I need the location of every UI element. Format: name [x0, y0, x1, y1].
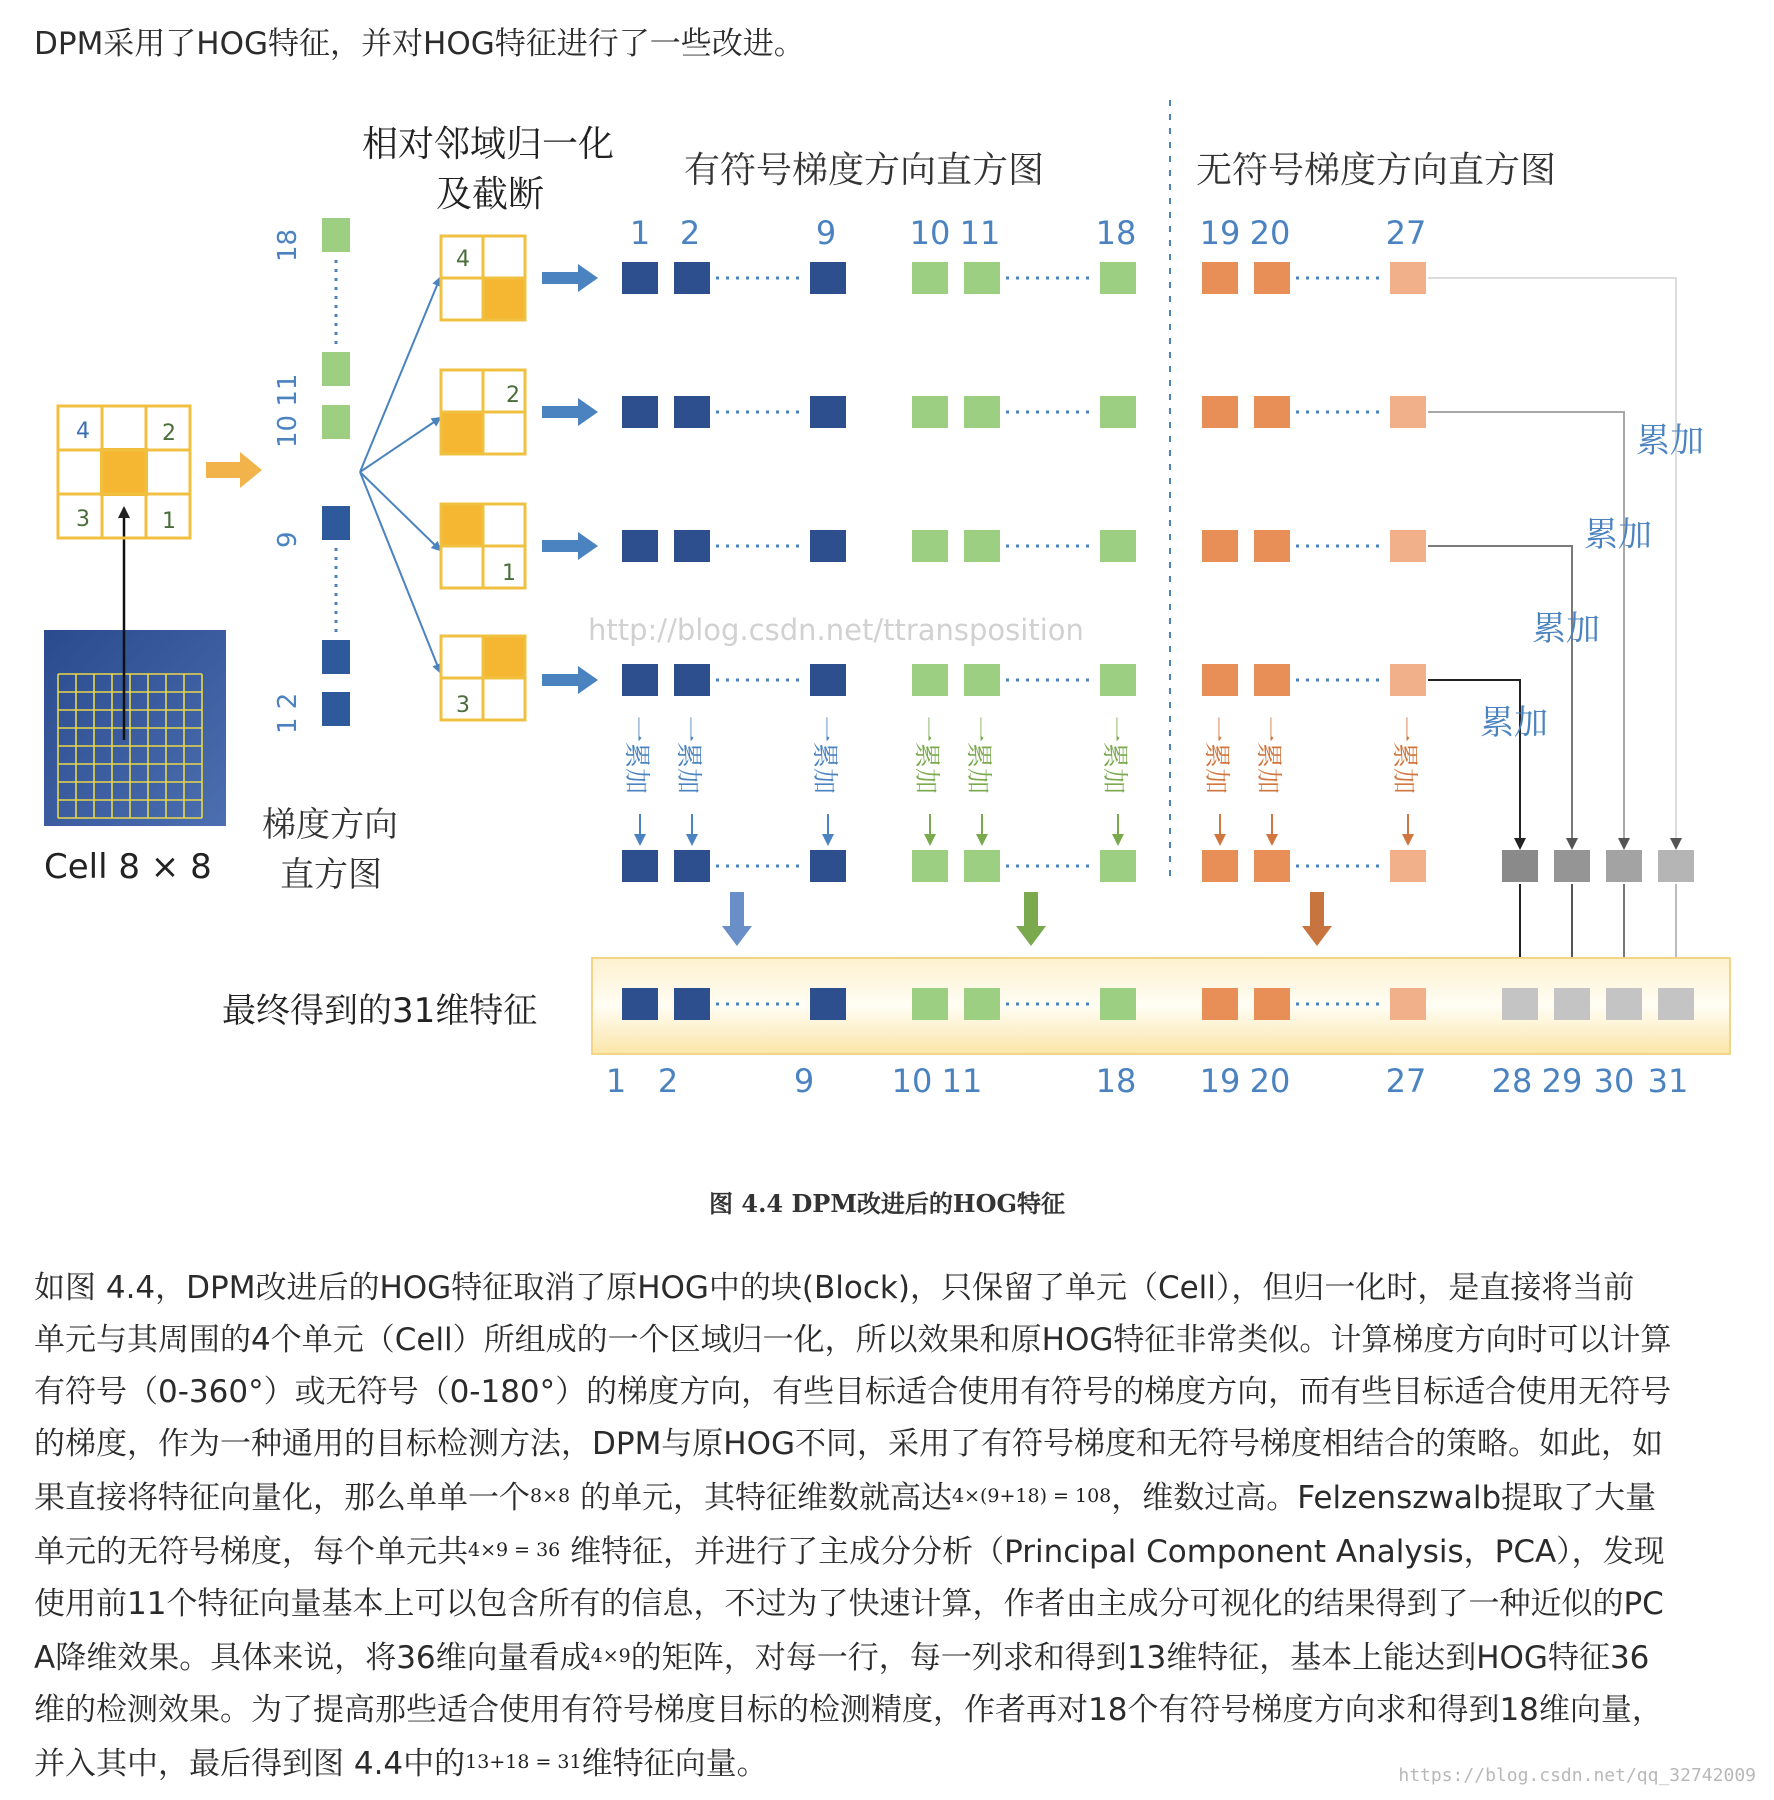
top-index: 2 [679, 214, 701, 252]
top-index: 18 [1095, 214, 1137, 252]
feature-square [1254, 262, 1290, 294]
vertical-accumulate-label: 一累加 [911, 716, 941, 795]
hist-axis-label-9: 9 [273, 531, 303, 548]
accumulated-square [622, 850, 658, 882]
final-square [1390, 988, 1426, 1020]
hist-axis-label-18: 18 [273, 228, 303, 262]
feature-square [810, 530, 846, 562]
feature-row [622, 396, 1426, 428]
final-square [1100, 988, 1136, 1020]
feature-square [674, 396, 710, 428]
accumulated-square [674, 850, 710, 882]
cell-corner-label-4: 4 [76, 419, 90, 444]
intro-text: DPM采用了HOG特征，并对HOG特征进行了一些改进。 [34, 26, 805, 62]
title-normalization-line2: 及截断 [436, 174, 545, 215]
accumulate-label-2: 累加 [1584, 515, 1652, 555]
top-index: 10 [909, 214, 951, 252]
paragraph-line [34, 1366, 1740, 1418]
top-index: 11 [959, 214, 1001, 252]
feature-row [622, 530, 1426, 562]
final-feature-label: 最终得到的31维特征 [222, 991, 538, 1031]
text-run: 有符号（0-360°）或无符号（0-180°）的梯度方向，有些目标适合使用有符号的梯度方向，而有些目标适合使用无符号 [34, 1374, 1672, 1410]
accumulate-labels [1480, 421, 1704, 743]
block-label-3: 3 [456, 693, 470, 718]
feature-square [1390, 664, 1426, 696]
cell-corner-label-3: 3 [76, 507, 90, 532]
bottom-index: 30 [1593, 1062, 1635, 1100]
paragraph-line [34, 1314, 1740, 1366]
block-label-4: 4 [456, 247, 470, 272]
inline-math: 13+18 = 31 [465, 1751, 582, 1773]
top-index: 27 [1385, 214, 1427, 252]
feature-square [810, 664, 846, 696]
row-arrow [542, 398, 598, 426]
accumulated-square [1202, 850, 1238, 882]
row-arrow [542, 666, 598, 694]
block-label-1: 1 [502, 561, 516, 586]
bottom-index: 31 [1647, 1062, 1689, 1100]
vertical-accumulate-label: 一累加 [621, 716, 651, 795]
bottom-index: 19 [1199, 1062, 1241, 1100]
final-square [1202, 988, 1238, 1020]
hist-label-line1: 梯度方向 [262, 805, 398, 845]
cell-corner-label-2: 2 [162, 421, 176, 446]
feature-square [622, 530, 658, 562]
bottom-index: 1 [605, 1062, 627, 1100]
feature-row [622, 262, 1426, 294]
bottom-index: 2 [657, 1062, 679, 1100]
gray-square [1554, 850, 1590, 882]
hist-label-line2: 直方图 [280, 855, 382, 895]
feature-square [1254, 396, 1290, 428]
inline-math: 4×(9+18) = 108 [951, 1485, 1112, 1507]
text-run: 单元与其周围的4个单元（Cell）所组成的一个区域归一化，所以效果和原HOG特征非常类似。计算梯度方向时可以计算 [34, 1322, 1672, 1358]
row-arrow [542, 532, 598, 560]
text-run: 维特征，并进行了主成分分析（Principal Component Analysis，PCA），发现 [560, 1534, 1665, 1570]
feature-square [964, 664, 1000, 696]
paragraph-line [34, 1418, 1740, 1470]
accumulated-row [622, 850, 1694, 882]
bottom-index: 20 [1249, 1062, 1291, 1100]
text-run: 并入其中，最后得到图 4.4中的 [34, 1746, 466, 1782]
text-run: A降维效果。具体来说，将36维向量看成 [34, 1640, 591, 1676]
feature-square [964, 530, 1000, 562]
accumulated-square [1100, 850, 1136, 882]
cell-8x8 [44, 508, 226, 887]
top-index: 20 [1249, 214, 1291, 252]
gray-square [1502, 850, 1538, 882]
title-signed-histogram: 有符号梯度方向直方图 [684, 150, 1045, 191]
accumulated-square [1254, 850, 1290, 882]
block-2 [441, 370, 525, 454]
feature-square [1100, 664, 1136, 696]
bottom-index: 28 [1491, 1062, 1533, 1100]
bottom-indices [606, 1062, 1689, 1100]
accumulated-square [810, 850, 846, 882]
footer-watermark: https://blog.csdn.net/qq_32742009 [1398, 1765, 1756, 1786]
row-arrow [542, 264, 598, 292]
paragraph-line [34, 1630, 1740, 1684]
final-square [1254, 988, 1290, 1020]
hist-axis-label-10-11: 10 11 [273, 373, 303, 448]
block-1 [441, 236, 525, 320]
top-indices [630, 214, 1427, 252]
feature-square [964, 262, 1000, 294]
text-run: 果直接将特征向量化，那么单单一个 [34, 1480, 530, 1516]
inline-math: 8×8 [530, 1485, 571, 1507]
feature-square [1390, 530, 1426, 562]
feature-square [912, 664, 948, 696]
accumulate-label-3: 累加 [1532, 609, 1600, 649]
feature-square [622, 396, 658, 428]
inline-math: 4×9 [590, 1645, 631, 1667]
paragraph-line [34, 1470, 1740, 1524]
vertical-accumulate-label: 一累加 [963, 716, 993, 795]
vertical-accumulate-label: 一累加 [1253, 716, 1283, 795]
accumulate-label-4: 累加 [1480, 703, 1548, 743]
top-index: 19 [1199, 214, 1241, 252]
block-label-2: 2 [506, 383, 520, 408]
final-square [622, 988, 658, 1020]
bottom-index: 10 [891, 1062, 933, 1100]
block-4 [441, 636, 525, 720]
gray-square [1658, 850, 1694, 882]
feature-square [1202, 664, 1238, 696]
final-gray-square [1502, 988, 1538, 1020]
bottom-index: 11 [941, 1062, 983, 1100]
vertical-accumulate [621, 716, 1419, 846]
accumulated-square [912, 850, 948, 882]
feature-square [622, 664, 658, 696]
top-index: 1 [629, 214, 651, 252]
final-gray-square [1658, 988, 1694, 1020]
feature-square [964, 396, 1000, 428]
orange-arrow [206, 452, 262, 488]
final-gray-square [1554, 988, 1590, 1020]
body-paragraph [34, 1262, 1740, 1790]
feature-square [1390, 396, 1426, 428]
text-run: 维特征向量。 [581, 1746, 768, 1782]
feature-square [674, 262, 710, 294]
bottom-index: 27 [1385, 1062, 1427, 1100]
feature-square [912, 262, 948, 294]
feature-square [1202, 530, 1238, 562]
top-index: 9 [815, 214, 837, 252]
fanout-arrows [360, 278, 440, 672]
feature-square [622, 262, 658, 294]
vertical-accumulate-label: 一累加 [809, 716, 839, 795]
feature-square [1100, 396, 1136, 428]
figure-watermark: http://blog.csdn.net/ttransposition [588, 613, 1084, 647]
title-normalization-line1: 相对邻域归一化 [362, 124, 615, 165]
feature-square [912, 396, 948, 428]
block-3 [441, 504, 525, 588]
inline-math: 4×9 = 36 [468, 1539, 561, 1561]
text-run: ，维数过高。Felzenszwalb提取了大量 [1111, 1480, 1657, 1516]
group-down-arrows [722, 892, 1332, 946]
text-run: 的梯度，作为一种通用的目标检测方法，DPM与原HOG不同，采用了有符号梯度和无符号梯度相结合的策略。如此，如 [34, 1426, 1664, 1462]
text-run: 维的检测效果。为了提高那些适合使用有符号梯度目标的检测精度，作者再对18个有符号梯度方向求和得到18维向量， [34, 1692, 1663, 1728]
feature-square [1202, 262, 1238, 294]
paragraph-line [34, 1684, 1740, 1736]
vertical-accumulate-label: 一累加 [1389, 716, 1419, 795]
text-run: 单元的无符号梯度，每个单元共 [34, 1534, 468, 1570]
histogram-column [262, 218, 398, 895]
final-gray-square [1606, 988, 1642, 1020]
feature-square [810, 396, 846, 428]
paragraph-line [34, 1578, 1740, 1630]
accumulate-label-1: 累加 [1636, 421, 1704, 461]
feature-square [810, 262, 846, 294]
text-run: 如图 4.4，DPM改进后的HOG特征取消了原HOG中的块(Block)，只保留了单元（Cell），但归一化时，是直接将当前 [34, 1270, 1635, 1306]
feature-square [1100, 530, 1136, 562]
feature-square [1100, 262, 1136, 294]
bottom-index: 18 [1095, 1062, 1137, 1100]
bottom-index: 29 [1541, 1062, 1583, 1100]
figure-caption: 图 4.4 DPM改进后的HOG特征 [709, 1189, 1065, 1218]
gray-square [1606, 850, 1642, 882]
paragraph-line [34, 1262, 1740, 1314]
feature-square [1390, 262, 1426, 294]
normalization-blocks [441, 236, 525, 720]
final-square [674, 988, 710, 1020]
feature-square [674, 530, 710, 562]
bottom-index: 9 [793, 1062, 815, 1100]
final-square [810, 988, 846, 1020]
text-run: 使用前11个特征向量基本上可以包含所有的信息，不过为了快速计算，作者由主成分可视化的结果得到了一种近似的PC [34, 1586, 1664, 1622]
final-square [912, 988, 948, 1020]
paragraph-line [34, 1524, 1740, 1578]
feature-square [1254, 530, 1290, 562]
accumulated-square [964, 850, 1000, 882]
feature-square [1202, 396, 1238, 428]
final-square [964, 988, 1000, 1020]
vertical-accumulate-label: 一累加 [673, 716, 703, 795]
feature-square [1254, 664, 1290, 696]
feature-square [912, 530, 948, 562]
feature-square [674, 664, 710, 696]
hist-axis-label-1-2: 1 2 [273, 692, 303, 734]
accumulated-square [1390, 850, 1426, 882]
feature-row [622, 664, 1426, 696]
title-unsigned-histogram: 无符号梯度方向直方图 [1196, 150, 1557, 191]
text-run: 的单元，其特征维数就高达 [570, 1480, 952, 1516]
vertical-accumulate-label: 一累加 [1201, 716, 1231, 795]
cell-label: Cell 8 × 8 [44, 847, 212, 887]
vertical-accumulate-label: 一累加 [1099, 716, 1129, 795]
text-run: 的矩阵，对每一行，每一列求和得到13维特征，基本上能达到HOG特征36 [630, 1640, 1650, 1676]
cell-corner-label-1: 1 [162, 509, 176, 534]
